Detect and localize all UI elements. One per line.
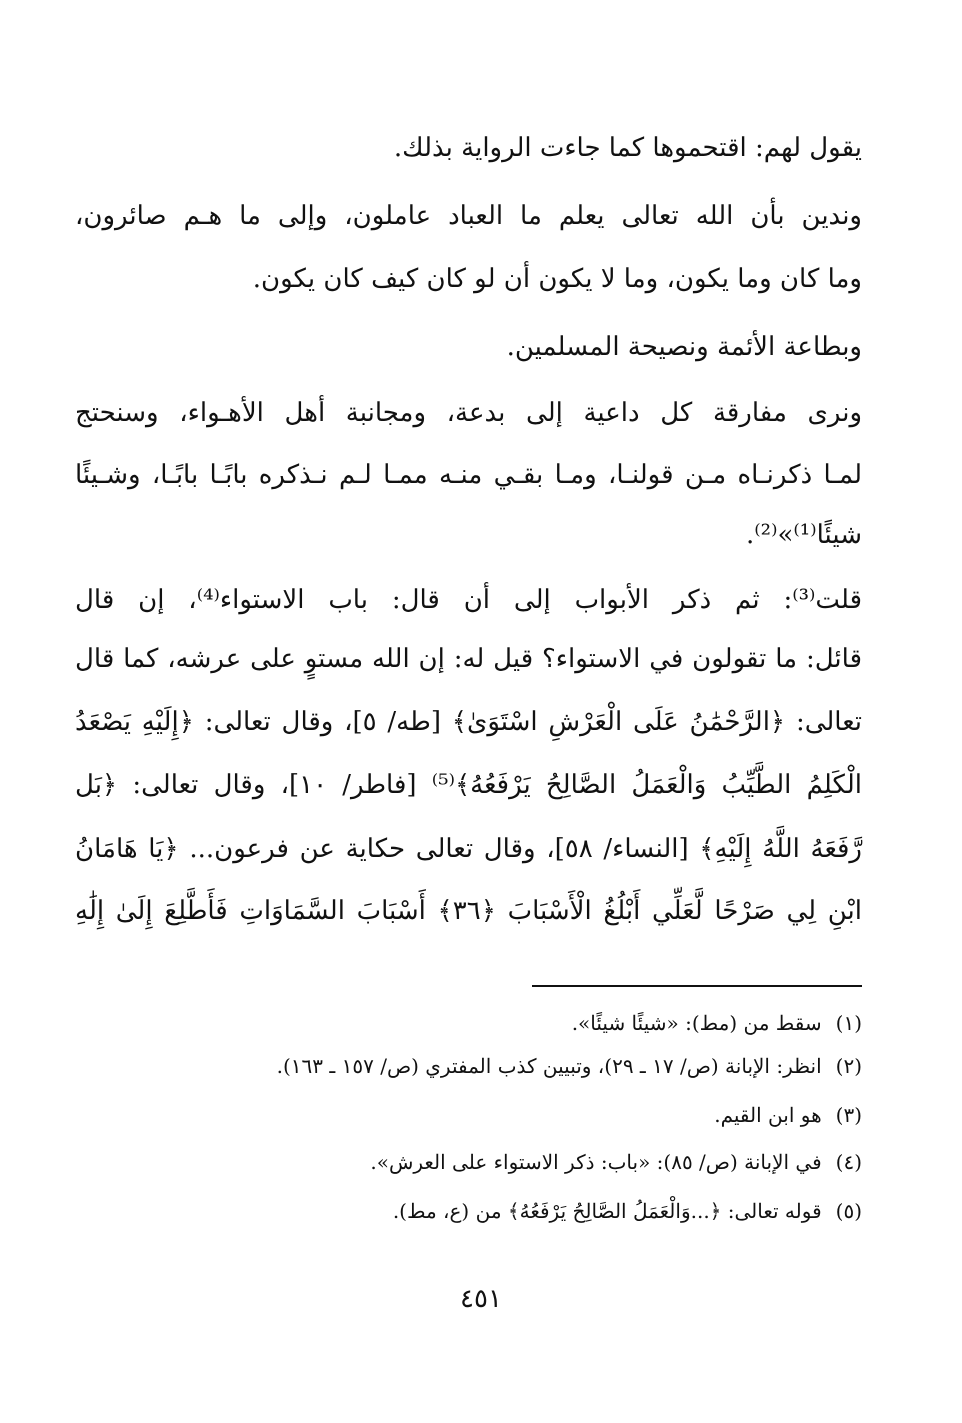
footnote-text: في الإبانة (ص/ ٨٥): «باب: ذكر الاستواء على العرش». — [370, 1150, 822, 1174]
footnote-divider — [532, 985, 862, 987]
footnote-number: (٥) — [835, 1199, 862, 1223]
footnote-number: (١) — [835, 1011, 862, 1035]
book-page — [75, 0, 862, 1423]
body-line-10: تعالى: ﴿الرَّحْمَٰنُ عَلَى الْعَرْشِ اسْتَوَىٰ﴾ [طه/ ٥]، وقال تعالى: ﴿إِلَيْهِ يَصْعَدُ — [75, 707, 862, 737]
body-line-12: رَّفَعَهُ اللَّهُ إِلَيْهِ﴾ [النساء/ ٥٨]، وقال تعالى حكاية عن فرعون... ﴿يَا هَامَانُ — [75, 834, 862, 864]
footnote-2 — [75, 1051, 862, 1081]
footnote-text: هو ابن القيم. — [714, 1103, 822, 1127]
footnote-text: سقط من (مط): «شيئًا شيئًا». — [571, 1011, 822, 1035]
body-line-9: قائل: ما تقولون في الاستواء؟ قيل له: إن الله مستوٍ على عرشه، كما قال — [75, 644, 862, 674]
footnote-number: (٤) — [835, 1150, 862, 1174]
footnote-4 — [75, 1147, 862, 1177]
body-line-1: يقول لهم: اقتحموها كما جاءت الرواية بذلك. — [393, 133, 862, 163]
body-line-2: وندين بأن الله تعالى يعلم ما العباد عاملون، وإلى ما هـم صائرون، — [75, 201, 862, 231]
page-number: ٤٥١ — [460, 1284, 502, 1314]
footnote-3 — [75, 1100, 862, 1130]
footnote-1 — [75, 1008, 862, 1038]
body-line-11: الْكَلِمُ الطَّيِّبُ وَالْعَمَلُ الصَّالِحُ يَرْفَعُهُ﴾⁽⁵⁾ [فاطر/ ١٠]، وقال تعالى: ﴿بَل — [75, 770, 862, 800]
body-line-6: لمـا ذكرنـاه مـن قولنـا، ومـا بقـي منـه ممـا لـم نـذكره بابًـا بابًـا، وشـيئًا — [75, 460, 862, 490]
body-line-13: ابْنِ لِي صَرْحًا لَّعَلِّي أَبْلُغُ الْأَسْبَابَ ﴿٣٦﴾ أَسْبَابَ السَّمَاوَاتِ فَأَطَّلِعَ إِلَىٰ إِلَٰهِ — [75, 896, 862, 926]
body-line-4: وبطاعة الأئمة ونصيحة المسلمين. — [506, 332, 862, 362]
body-line-7: شيئًا⁽¹⁾»⁽²⁾. — [745, 520, 862, 550]
body-line-8: قلت⁽³⁾: ثم ذكر الأبواب إلى أن قال: باب الاستواء⁽⁴⁾، إن قال — [75, 585, 862, 615]
footnote-text: انظر: الإبانة (ص/ ١٧ ـ ٢٩)، وتبيين كذب المفتري (ص/ ١٥٧ ـ ١٦٣). — [276, 1054, 822, 1078]
footnote-5 — [75, 1196, 862, 1226]
body-line-5: ونرى مفارقة كل داعية إلى بدعة، ومجانبة أهل الأهـواء، وسنحتج — [75, 398, 863, 428]
footnote-number: (٢) — [835, 1054, 862, 1078]
footnote-number: (٣) — [835, 1103, 862, 1127]
body-line-3: وما كان وما يكون، وما لا يكون أن لو كان كيف كان يكون. — [252, 264, 862, 294]
footnote-text: قوله تعالى: ﴿...وَالْعَمَلُ الصَّالِحُ يَرْفَعُهُ﴾ من (ع، مط). — [392, 1199, 822, 1223]
